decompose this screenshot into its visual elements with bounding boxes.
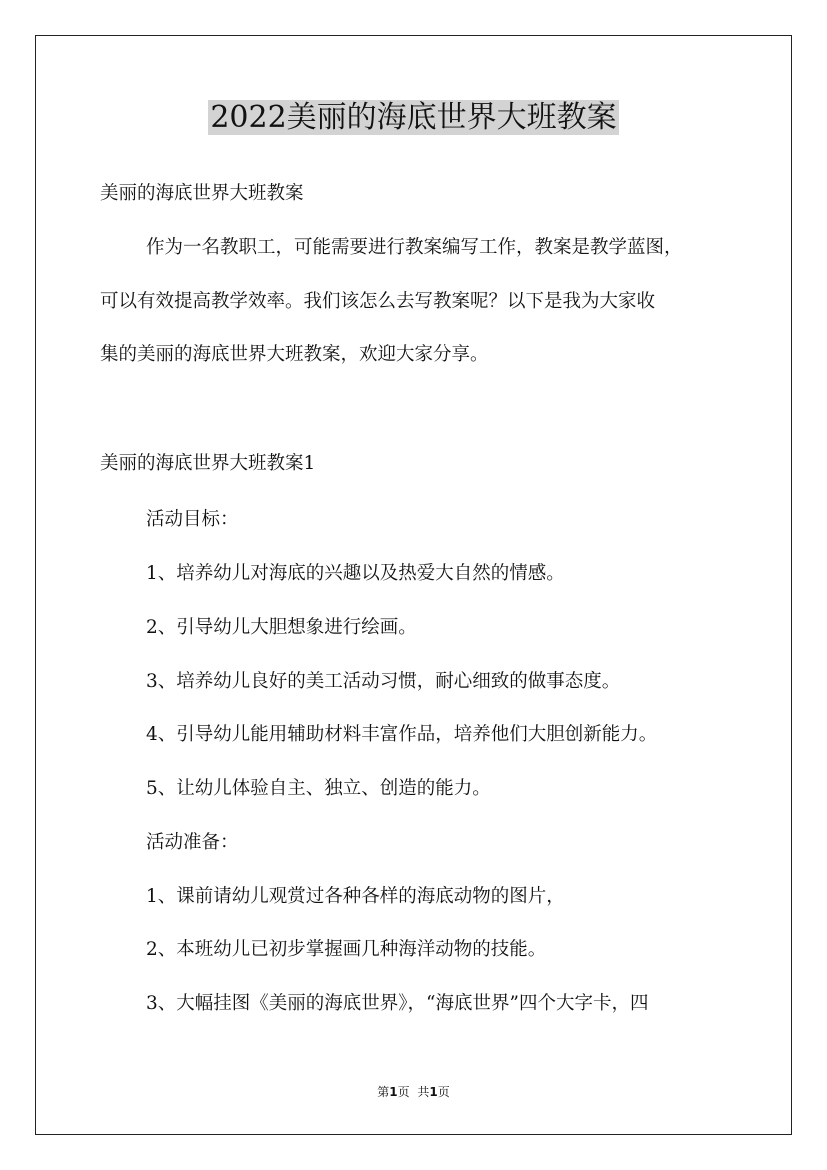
goal-item: 2、引导幼儿大胆想象进行绘画。 bbox=[146, 617, 417, 638]
goal-item: 1、培养幼儿对海底的兴趣以及热爱大自然的情感。 bbox=[146, 563, 565, 584]
section-heading: 美丽的海底世界大班教案1 bbox=[100, 453, 316, 474]
goal-item: 4、引导幼儿能用辅助材料丰富作品，培养他们大胆创新能力。 bbox=[146, 724, 658, 745]
footer-page-label: 第 bbox=[377, 1085, 390, 1099]
footer-total-suffix: 页 bbox=[437, 1085, 450, 1099]
footer-page-suffix: 页 bbox=[397, 1085, 410, 1099]
page-footer bbox=[0, 1083, 827, 1101]
goal-item: 3、培养幼儿良好的美工活动习惯，耐心细致的做事态度。 bbox=[146, 671, 621, 692]
intro-line-2: 可以有效提高教学效率。我们该怎么去写教案呢？以下是我为大家收 bbox=[100, 291, 656, 312]
prep-item: 1、课前请幼儿观赏过各种各样的海底动物的图片， bbox=[146, 886, 565, 907]
prep-item: 2、本班幼儿已初步掌握画几种海洋动物的技能。 bbox=[146, 939, 547, 960]
intro-line-3: 集的美丽的海底世界大班教案，欢迎大家分享。 bbox=[100, 344, 489, 365]
document-title-text: 2022美丽的海底世界大班教案 bbox=[210, 100, 617, 135]
footer-total-label: 共 bbox=[417, 1085, 430, 1099]
footer-total-number: 1 bbox=[429, 1085, 438, 1099]
goals-label: 活动目标： bbox=[146, 509, 239, 530]
document-title bbox=[0, 98, 827, 138]
prep-item: 3、大幅挂图《美丽的海底世界》，“海底世界”四个大字卡，四 bbox=[146, 993, 649, 1014]
prep-label: 活动准备： bbox=[146, 832, 239, 853]
intro-line-1: 作为一名教职工，可能需要进行教案编写工作，教案是教学蓝图， bbox=[146, 237, 683, 258]
footer-page-number: 1 bbox=[389, 1085, 398, 1099]
goal-item: 5、让幼儿体验自主、独立、创造的能力。 bbox=[146, 778, 491, 799]
document-subtitle: 美丽的海底世界大班教案 bbox=[100, 183, 304, 204]
